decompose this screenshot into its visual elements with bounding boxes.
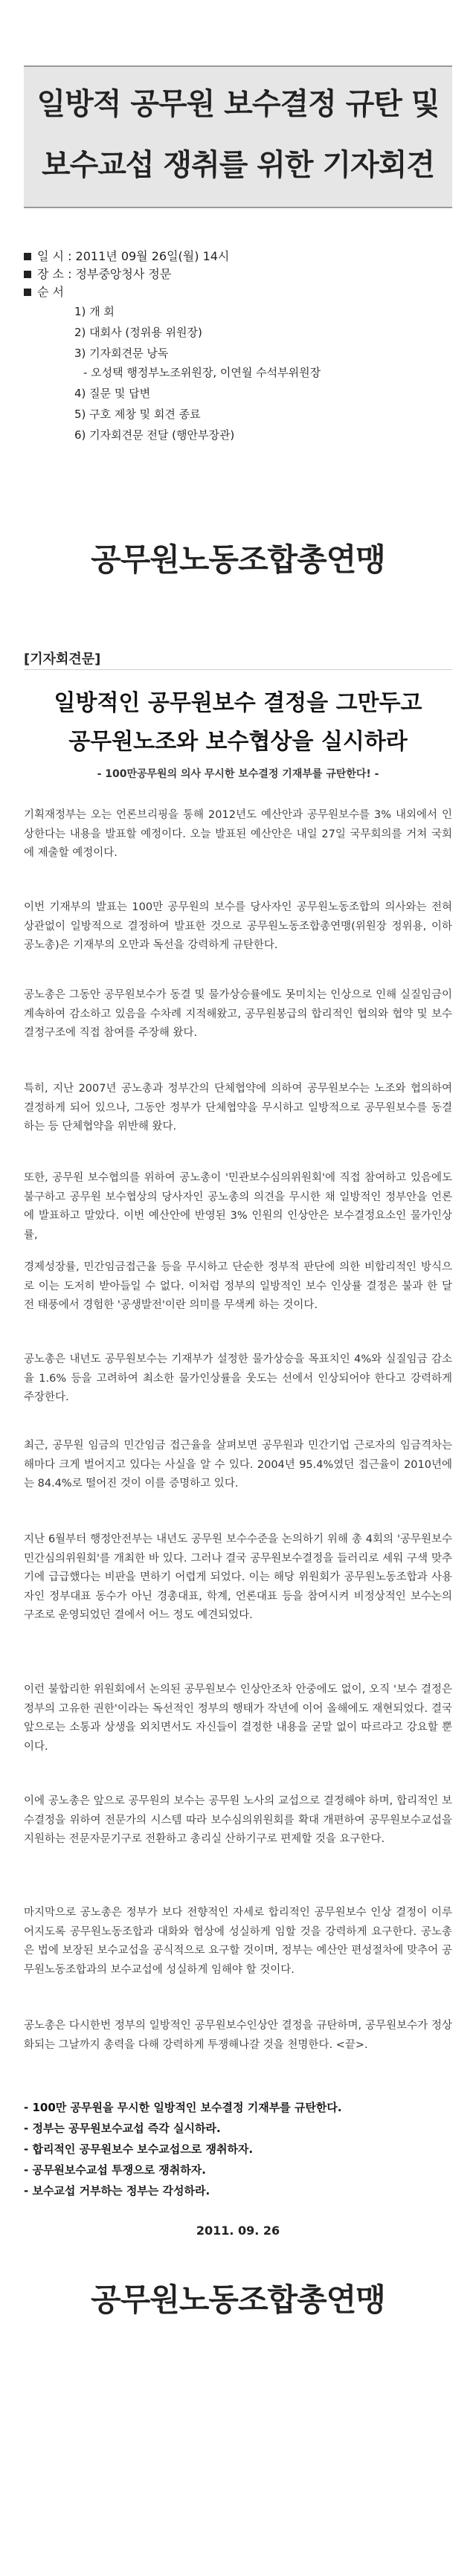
agenda-item: 5) 구호 제창 및 회견 종료 [74, 408, 201, 421]
press-tag: [기자회견문] [24, 651, 101, 667]
paragraph: 특히, 지난 2007년 공노총과 정부간의 단체협약에 의하여 공무원보수는 노조와 협의하여 결정하게 되어 있으나, 그동안 정부가 단체협약을 무시하고 일방적으로 공무원보수를 동결하는 등 단체협약을 위반해 왔다. [24, 1083, 452, 1133]
order-label: 순 서 [37, 285, 64, 299]
title-line-2: 보수교섭 쟁취를 위한 기자회견 [41, 148, 435, 182]
paragraph: 이번 기재부의 발표는 100만 공무원의 보수를 당사자인 공무원노동조합의 의사와는 전혀 상관없이 일방적으로 결정하여 발표한 것으로 공무원노동조합총연맹(위원장 정위용, 이하 공노총)은 기재부의 오만과 독선을 강력하게 규탄한다. [24, 901, 452, 951]
press-date: 2011. 09. 26 [196, 2224, 280, 2238]
agenda-item: 1) 개 회 [74, 305, 115, 318]
paragraph: 이런 불합리한 위원회에서 논의된 공무원보수 인상안조차 안중에도 없이, 오직 '보수 결정은 정부의 고유한 권한'이라는 독선적인 정부의 행태가 작년에 이어 올해에도 재현되었다. 결국 앞으로는 소통과 상생을 외치면서도 자신들이 결정한 내용을 굳말 없이 따르라고 강요할 뿐이다. [24, 1684, 452, 1753]
agenda-item: 6) 기자회견문 전달 (행안부장관) [74, 428, 235, 442]
signature-organization: 공무원노동조합총연맹 [91, 2282, 385, 2318]
place-text: 장 소 : 정부중앙청사 정문 [37, 267, 172, 281]
demand-item: - 공무원보수교섭 투쟁으로 쟁취하자. [24, 2163, 206, 2177]
agenda-item: 3) 기자회견문 낭독 [74, 347, 169, 360]
info-place [24, 265, 171, 282]
square-bullet-icon [24, 271, 31, 278]
paragraph: 공노총은 내년도 공무원보수는 기재부가 설정한 물가상승을 목표치인 4%와 실질임금 감소율 1.6% 등을 고려하여 최소한 물가인상률을 웃도는 선에서 인상되어야 한다고 강력하게 주장한다. [24, 1353, 452, 1403]
paragraph: 경제성장률, 민간임금접근율 등을 무시하고 단순한 정부적 판단에 의한 비합리적인 방식으로 이는 도저히 받아들일 수 없다. 이처럼 정부의 일방적인 보수 인상률 결정은 불과 한 달 전 태풍에서 경험한 '공생발전'이란 의미를 무색케 하는 것이다. [24, 1261, 452, 1311]
paragraph: 공노총은 다시한번 정부의 일방적인 공무원보수인상안 결정을 규탄하며, 공무원보수가 정상화되는 그날까지 총력을 다해 강력하게 투쟁해나갈 것을 천명한다. <끝>. [24, 2020, 452, 2051]
divider [24, 669, 452, 670]
agenda-item: 2) 대회사 (정위용 위원장) [74, 326, 202, 339]
demands-list [24, 2097, 452, 2201]
title-box [24, 65, 452, 208]
paragraph: 이에 공노총은 앞으로 공무원의 보수는 공무원 노사의 교섭으로 결정해야 하며, 합리적인 보수결정을 위하여 전문가의 시스템 따라 보수심의위원회를 확대 개편하여 공무원보수교섭을 지원하는 전문자문기구로 전환하고 총리실 산하기구로 편제할 것을 요구한다. [24, 1795, 452, 1845]
paragraph: 기획재정부는 오는 언론브리핑을 통해 2012년도 예산안과 공무원보수를 3% 내외에서 인상한다는 내용을 발표할 예정이다. 오늘 발표된 예산안은 내일 27일 국무회의를 거쳐 국회에 제출할 예정이다. [24, 809, 452, 859]
agenda-item: - 오성택 행정부노조위원장, 이연월 수석부위원장 [83, 366, 321, 379]
datetime-text: 일 시 : 2011년 09월 26일(월) 14시 [37, 249, 230, 263]
info-datetime [24, 247, 229, 264]
square-bullet-icon [24, 253, 31, 260]
paragraph: 최근, 공무원 임금의 민간임금 접근율을 살펴보면 공무원과 민간기업 근로자의 임금격차는 해마다 크게 벌어지고 있다는 사실을 알 수 있다. 2004년 95.4%였던 접근율이 2010년에는 84.4%로 떨어진 것이 이를 증명하고 있다. [24, 1440, 452, 1490]
agenda-item: 4) 질문 및 답변 [74, 387, 151, 400]
info-order [24, 283, 64, 300]
paragraph: 마지막으로 공노총은 정부가 보다 전향적인 자세로 합리적인 공무원보수 인상 결정이 이루어지도록 공무원노동조합과 대화와 협상에 성실하게 임할 것을 강력하게 요구한다. 공노총은 법에 보장된 보수교섭을 공식적으로 요구할 것이며, 정부는 예산안 편성절차에 맞추어 공무원노동조합과의 보수교섭에 성실하게 임해야 할 것이다. [24, 1907, 452, 1976]
paragraph: 공노총은 그동안 공무원보수가 동결 및 물가상승률에도 못미치는 인상으로 인해 실질임금이 계속하여 감소하고 있음을 수차례 지적해왔고, 공무원봉급의 합리적인 협의와 협약 및 보수결정구조에 직접 참여를 주장해 왔다. [24, 989, 452, 1039]
organization-name: 공무원노동조합총연맹 [91, 541, 385, 578]
demand-item: - 보수교섭 거부하는 정부는 각성하라. [24, 2184, 210, 2197]
paragraph: 지난 6월부터 행정안전부는 내년도 공무원 보수수준을 논의하기 위해 총 4회의 '공무원보수민간심의위원회'를 개최한 바 있다. 그러나 결국 공무원보수결정을 들러리로 세워 구색 맞추기에 급급했다는 비판을 면하기 어렵게 되었다. 이는 해당 위원회가 공무원노동조합과 사용자인 정부대표 동수가 아닌 경총대표, 학계, 언론대표 등을 참여시켜 비정상적인 보수논의 구조로 운영되었던 결에서 어느 정도 예견되었다. [24, 1533, 452, 1621]
press-title-line-1: 일방적인 공무원보수 결정을 그만두고 [54, 690, 422, 716]
demand-item: - 합리적인 공무원보수 보수교섭으로 쟁취하자. [24, 2142, 254, 2156]
square-bullet-icon [24, 289, 31, 296]
demand-item: - 정부는 공무원보수교섭 즉각 실시하라. [24, 2122, 221, 2135]
demand-item: - 100만 공무원을 무시한 일방적인 보수결정 기재부를 규탄한다. [24, 2101, 342, 2114]
press-subtitle: - 100만공무원의 의사 무시한 보수결정 기재부를 규탄한다! - [97, 768, 379, 780]
press-title-line-2: 공무원노조와 보수협상을 실시하라 [68, 729, 408, 755]
title-line-1: 일방적 공무원 보수결정 규탄 및 [36, 87, 440, 121]
paragraph: 또한, 공무원 보수협의를 위하여 공노총이 '민관보수심의위원회'에 직접 참여하고 있음에도 불구하고 공무원 보수협상의 당사자인 공노총의 의견을 무시한 채 일방적인 정부안을 언론에 발표하고 말았다. 이번 예산안에 반영된 3% 인원의 인상안은 보수결정요소인 물가인상률, [24, 1172, 452, 1241]
